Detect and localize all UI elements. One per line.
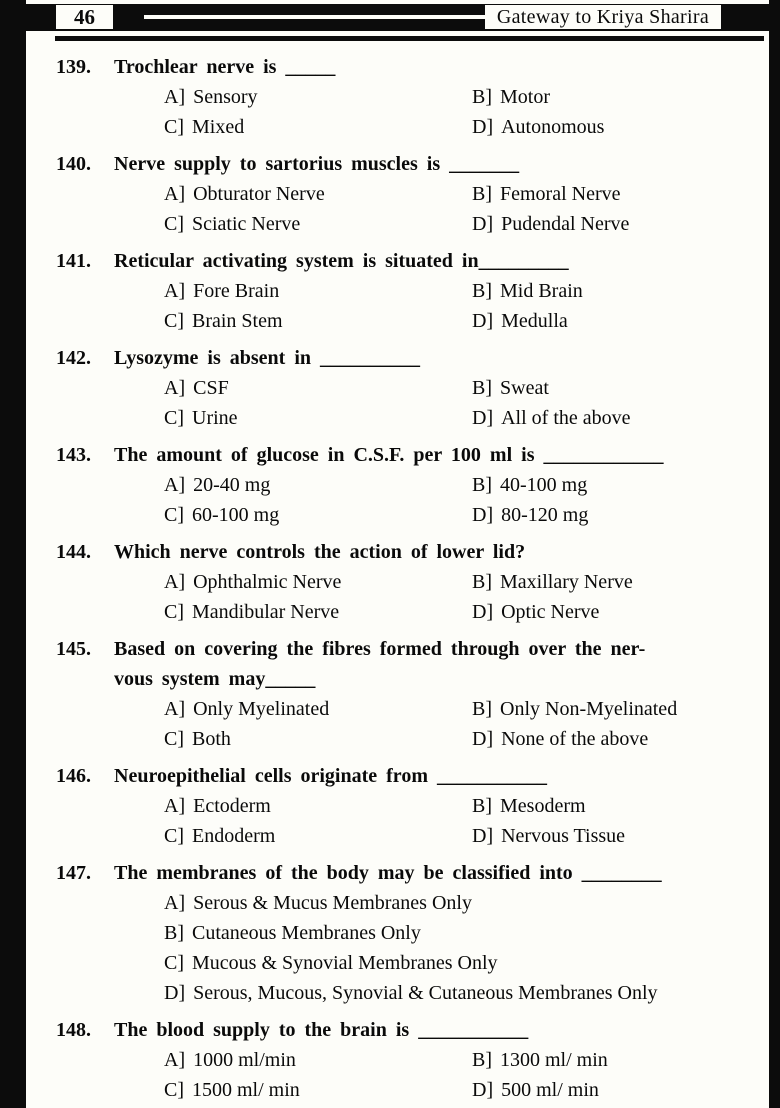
option-label: A] xyxy=(164,280,186,302)
question-text: Trochlear nerve is _____ xyxy=(114,56,336,78)
option-label: B] xyxy=(472,474,492,496)
option-label: B] xyxy=(472,280,492,302)
question-number: 147. xyxy=(56,862,91,884)
option-label: D] xyxy=(472,310,494,332)
option-text: 500 ml/ min xyxy=(501,1079,599,1101)
option-text: Brain Stem xyxy=(192,310,283,332)
option-label: A] xyxy=(164,474,186,496)
option-label: B] xyxy=(472,86,492,108)
option-text: Ophthalmic Nerve xyxy=(193,571,342,593)
question-text: Which nerve controls the action of lower lid? xyxy=(114,541,526,563)
option-item xyxy=(472,821,763,851)
option-text: Sensory xyxy=(193,86,258,108)
header-rule xyxy=(55,36,764,41)
question-number: 142. xyxy=(56,347,91,369)
question-number: 145. xyxy=(56,638,91,660)
option-item xyxy=(164,470,472,500)
header-title: Gateway to Kriya Sharira xyxy=(485,5,721,29)
option-label: D] xyxy=(472,601,494,623)
question-text: The blood supply to the brain is ___________ xyxy=(114,1019,529,1041)
option-item xyxy=(164,276,472,306)
option-item xyxy=(472,791,763,821)
option-label: D] xyxy=(472,1079,494,1101)
option-item xyxy=(164,694,472,724)
option-item xyxy=(164,597,472,627)
option-label: C] xyxy=(164,310,184,332)
option-item xyxy=(472,597,763,627)
option-text: Motor xyxy=(500,86,550,108)
question-item xyxy=(56,246,763,336)
option-label: C] xyxy=(164,504,184,526)
question-item xyxy=(56,52,763,142)
option-item xyxy=(164,724,472,754)
question-number: 144. xyxy=(56,541,91,563)
option-label: C] xyxy=(164,213,184,235)
option-label: D] xyxy=(472,825,494,847)
option-text: None of the above xyxy=(501,728,649,750)
question-text: The membranes of the body may be classified into ________ xyxy=(114,862,662,884)
question-item xyxy=(56,149,763,239)
option-text: Mid Brain xyxy=(500,280,583,302)
option-label: C] xyxy=(164,825,184,847)
option-item xyxy=(164,821,472,851)
question-text: The amount of glucose in C.S.F. per 100 ml is ____________ xyxy=(114,444,664,466)
option-text: 40-100 mg xyxy=(500,474,588,496)
question-number: 139. xyxy=(56,56,91,78)
page-number: 46 xyxy=(56,5,113,29)
option-text: Serous, Mucous, Synovial & Cutaneous Membranes Only xyxy=(193,982,658,1004)
option-text: 60-100 mg xyxy=(192,504,280,526)
option-text: Optic Nerve xyxy=(501,601,600,623)
option-label: A] xyxy=(164,86,186,108)
option-item xyxy=(472,567,763,597)
option-label: C] xyxy=(164,407,184,429)
option-text: Sciatic Nerve xyxy=(192,213,301,235)
option-text: Mesoderm xyxy=(500,795,586,817)
option-item xyxy=(164,112,472,142)
question-text: Reticular activating system is situated in_________ xyxy=(114,250,569,272)
option-label: D] xyxy=(472,213,494,235)
question-item xyxy=(56,440,763,530)
questions-list xyxy=(56,52,763,1105)
option-label: D] xyxy=(164,982,186,1004)
question-number: 146. xyxy=(56,765,91,787)
option-label: B] xyxy=(472,1049,492,1071)
option-text: Endoderm xyxy=(192,825,276,847)
option-label: C] xyxy=(164,1079,184,1101)
option-text: Only Non-Myelinated xyxy=(500,698,678,720)
option-item xyxy=(472,373,763,403)
option-label: B] xyxy=(472,183,492,205)
option-label: A] xyxy=(164,1049,186,1071)
option-label: A] xyxy=(164,377,186,399)
option-label: C] xyxy=(164,952,184,974)
option-item xyxy=(164,791,472,821)
header-stripe xyxy=(144,15,507,19)
option-item xyxy=(164,373,472,403)
option-text: Fore Brain xyxy=(193,280,280,302)
option-item xyxy=(164,82,472,112)
option-item xyxy=(164,888,763,918)
question-text: Neuroepithelial cells originate from ___________ xyxy=(114,765,547,787)
option-label: C] xyxy=(164,116,184,138)
option-text: Ectoderm xyxy=(193,795,271,817)
option-text: Mixed xyxy=(192,116,245,138)
option-item xyxy=(472,306,763,336)
right-edge-bar xyxy=(769,0,780,1108)
option-label: D] xyxy=(472,728,494,750)
option-text: 1500 ml/ min xyxy=(192,1079,300,1101)
option-item xyxy=(164,1075,472,1105)
option-item xyxy=(472,1075,763,1105)
question-text xyxy=(114,634,763,694)
option-label: B] xyxy=(164,922,184,944)
header-bar xyxy=(26,4,769,31)
option-item xyxy=(472,403,763,433)
option-text: Mucous & Synovial Membranes Only xyxy=(192,952,498,974)
option-text: Sweat xyxy=(500,377,549,399)
option-item xyxy=(472,276,763,306)
option-text: 20-40 mg xyxy=(193,474,271,496)
option-item xyxy=(164,918,763,948)
option-text: Autonomous xyxy=(501,116,605,138)
option-item xyxy=(164,1045,472,1075)
option-text: 1300 ml/ min xyxy=(500,1049,608,1071)
question-text-line2: vous system may_____ xyxy=(114,668,316,690)
option-label: D] xyxy=(472,407,494,429)
option-label: A] xyxy=(164,183,186,205)
option-label: A] xyxy=(164,698,186,720)
option-text: 1000 ml/min xyxy=(193,1049,296,1071)
question-number: 141. xyxy=(56,250,91,272)
option-item xyxy=(164,567,472,597)
option-text: Only Myelinated xyxy=(193,698,330,720)
question-number: 148. xyxy=(56,1019,91,1041)
question-number: 140. xyxy=(56,153,91,175)
option-text: 80-120 mg xyxy=(501,504,589,526)
question-text-line1: Based on covering the fibres formed through over the ner- xyxy=(114,638,646,660)
option-label: A] xyxy=(164,795,186,817)
option-item xyxy=(472,82,763,112)
option-item xyxy=(472,209,763,239)
question-item xyxy=(56,537,763,627)
question-text: Lysozyme is absent in __________ xyxy=(114,347,421,369)
option-item xyxy=(164,209,472,239)
option-item xyxy=(472,1045,763,1075)
option-text: Femoral Nerve xyxy=(500,183,621,205)
option-text: CSF xyxy=(193,377,229,399)
option-item xyxy=(472,724,763,754)
question-item xyxy=(56,761,763,851)
option-text: All of the above xyxy=(501,407,631,429)
option-label: A] xyxy=(164,571,186,593)
option-item xyxy=(164,948,763,978)
option-item xyxy=(472,470,763,500)
question-text: Nerve supply to sartorius muscles is _______ xyxy=(114,153,520,175)
question-number: 143. xyxy=(56,444,91,466)
option-text: Obturator Nerve xyxy=(193,183,325,205)
option-item xyxy=(472,500,763,530)
option-label: B] xyxy=(472,377,492,399)
option-text: Both xyxy=(192,728,231,750)
option-text: Maxillary Nerve xyxy=(500,571,633,593)
option-label: C] xyxy=(164,728,184,750)
option-text: Cutaneous Membranes Only xyxy=(192,922,421,944)
option-label: D] xyxy=(472,504,494,526)
question-item xyxy=(56,343,763,433)
option-item xyxy=(472,112,763,142)
option-text: Pudendal Nerve xyxy=(501,213,630,235)
left-edge-bar xyxy=(0,0,26,1108)
option-item xyxy=(164,179,472,209)
option-item xyxy=(164,978,763,1008)
option-item xyxy=(164,403,472,433)
option-label: B] xyxy=(472,698,492,720)
option-label: B] xyxy=(472,795,492,817)
option-text: Serous & Mucus Membranes Only xyxy=(193,892,472,914)
option-item xyxy=(164,306,472,336)
question-item xyxy=(56,1015,763,1105)
option-text: Medulla xyxy=(501,310,568,332)
option-item xyxy=(472,179,763,209)
option-item xyxy=(472,694,763,724)
option-text: Nervous Tissue xyxy=(501,825,626,847)
option-text: Mandibular Nerve xyxy=(192,601,340,623)
option-label: D] xyxy=(472,116,494,138)
option-label: B] xyxy=(472,571,492,593)
option-label: C] xyxy=(164,601,184,623)
option-item xyxy=(164,500,472,530)
question-item xyxy=(56,858,763,1008)
option-label: A] xyxy=(164,892,186,914)
option-text: Urine xyxy=(192,407,238,429)
question-item xyxy=(56,634,763,754)
